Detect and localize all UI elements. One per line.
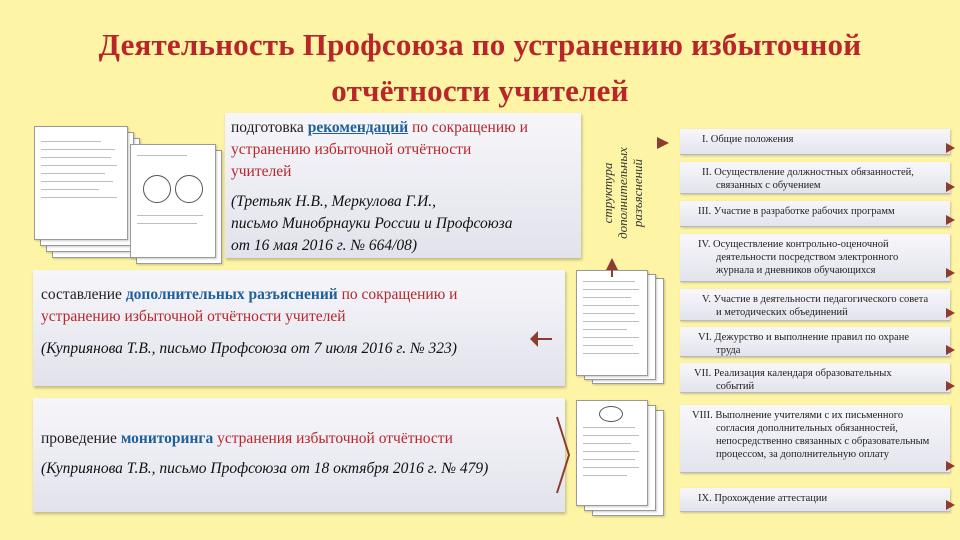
seal-icon [143, 175, 171, 203]
seal-icon [175, 175, 203, 203]
document-stack-1 [30, 120, 230, 270]
recommendations-text: подготовка рекомендаций по сокращению и [231, 119, 528, 136]
section-5: V. Участие в деятельности педагогического совета и методических объединений [680, 289, 950, 321]
section-1: I. Общие положения [680, 129, 950, 155]
section-7: VII. Реализация календаря образовательных событий [680, 363, 950, 393]
arrow-right-icon [946, 381, 955, 391]
arrow-right-icon [657, 137, 669, 149]
arrow-right-icon [946, 268, 955, 278]
section-8: VIII. Выполнение учителями с их письменного согласия дополнительных обязанностей, непосредственно связанных с образовательным процессом, за дополнительную оплату [680, 405, 950, 473]
keyword-monitoring: мониторинга [120, 430, 214, 447]
arrow-right-icon [946, 182, 955, 192]
section-9: IX. Прохождение аттестации [680, 488, 950, 512]
arrow-right-icon [946, 143, 955, 153]
arrow-right-icon [946, 345, 955, 355]
clarifications-panel: составление дополнительных разъяснений по сокращению и устранению избыточной отчётности учителей (Куприянова Т.В., письмо Профсоюза от 7 июля 2016 г. № 323) [33, 270, 565, 386]
citation-3: (Куприянова Т.В., письмо Профсоюза от 18 октября 2016 г. № 479) [41, 460, 489, 477]
citation-2: (Куприянова Т.В., письмо Профсоюза от 7 июля 2016 г. № 323) [41, 340, 457, 357]
section-4: IV. Осуществление контрольно-оценочной деятельности посредством электронного журнала и дневников обучающихся [680, 234, 950, 282]
emblem-icon [599, 406, 623, 422]
bracket-icon [555, 415, 575, 495]
slide-title: Деятельность Профсоюза по устранению избыточной отчётности учителей [98, 27, 862, 108]
section-2: II. Осуществление должностных обязанностей, связанных с обучением [680, 162, 950, 194]
recommendations-panel: подготовка рекомендаций по сокращению и устранению избыточной отчётности учителей (Третьяк Н.В., Меркулова Г.И., письмо Минобрнауки России и Профсоюза от 16 мая 2016 г. № 664/08) [225, 113, 581, 258]
arrow-right-icon [946, 461, 955, 471]
arrow-right-icon [946, 215, 955, 225]
document-stack-2 [570, 270, 670, 390]
bracket-icon [528, 325, 558, 353]
arrow-right-icon [946, 308, 955, 318]
keyword-recommendations: рекомендаций [307, 119, 409, 136]
section-3: III. Участие в разработке рабочих программ [680, 201, 950, 227]
arrow-right-icon [946, 500, 955, 510]
citation-1: (Третьяк Н.В., Меркулова Г.И., письмо Минобрнауки России и Профсоюза от 16 мая 2016 г. № 664/08) [231, 193, 513, 254]
monitoring-panel: проведение мониторинга устранения избыточной отчётности (Куприянова Т.В., письмо Профсоюза от 18 октября 2016 г. № 479) [33, 398, 565, 512]
keyword-clarifications: дополнительных разъяснений [125, 286, 338, 303]
structure-label: структура дополнительных разъяснений [600, 147, 645, 239]
document-stack-3 [570, 400, 670, 520]
section-6: VI. Дежурство и выполнение правил по охране труда [680, 327, 950, 357]
